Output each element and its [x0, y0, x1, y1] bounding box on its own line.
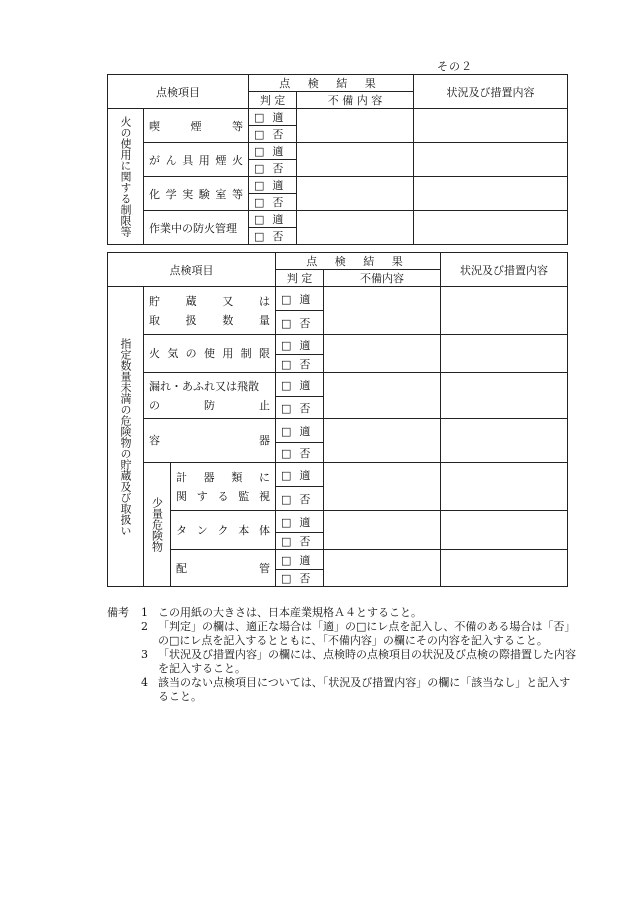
checkbox-icon[interactable]: □ — [281, 316, 292, 330]
judgment-checkbox[interactable] — [276, 419, 324, 443]
checkbox-icon[interactable]: □ — [254, 179, 265, 192]
judgment-checkbox[interactable] — [276, 355, 324, 373]
header-judgment: 判 定 — [276, 270, 324, 287]
checkbox-label: 否 — [299, 401, 311, 415]
item-char: 用 — [222, 347, 234, 360]
header-result: 点 検 結 果 — [276, 253, 441, 270]
checkbox-label: 適 — [272, 111, 284, 124]
item-char: 防 — [204, 398, 215, 412]
item-char: 容 — [149, 434, 160, 447]
status-cell[interactable] — [414, 143, 568, 177]
inspection-item — [144, 419, 276, 463]
item-line — [176, 559, 270, 578]
note-number: 4 — [141, 676, 148, 689]
checkbox-label: 否 — [272, 196, 284, 209]
judgment-checkbox[interactable] — [276, 533, 324, 550]
checkbox-label: 適 — [299, 378, 311, 392]
item-char: 具 — [182, 153, 194, 167]
checkbox-icon[interactable]: □ — [281, 553, 292, 567]
checkbox-label: 否 — [272, 128, 284, 141]
item-char: す — [196, 489, 208, 503]
defect-cell[interactable] — [297, 143, 414, 177]
item-char: 類 — [231, 470, 243, 484]
defect-cell[interactable] — [324, 373, 441, 419]
item-line — [149, 344, 270, 363]
inspection-item — [144, 211, 249, 245]
note-item — [141, 606, 577, 620]
checkbox-icon[interactable]: □ — [254, 196, 265, 209]
checkbox-icon[interactable]: □ — [281, 492, 292, 506]
header-item: 点検項目 — [108, 253, 276, 287]
item-line — [149, 292, 270, 311]
checkbox-label: 否 — [299, 357, 311, 371]
status-cell[interactable] — [414, 177, 568, 211]
checkbox-label: 否 — [299, 316, 311, 330]
judgment-checkbox[interactable] — [276, 335, 324, 355]
item-line — [176, 521, 270, 540]
checkbox-label: 否 — [299, 572, 311, 585]
judgment-checkbox[interactable] — [249, 126, 297, 143]
item-line — [176, 487, 270, 506]
item-char: 体 — [259, 523, 270, 537]
item-char: 計 — [176, 470, 187, 484]
item-char: は — [258, 294, 270, 308]
checkbox-icon[interactable]: □ — [281, 515, 292, 529]
item-char: 又 — [222, 294, 234, 308]
judgment-checkbox[interactable] — [276, 287, 324, 311]
item-char: の — [185, 347, 197, 360]
note-item — [141, 620, 577, 648]
item-char: 関 — [176, 489, 187, 503]
item-char: 喫 — [149, 119, 160, 133]
judgment-checkbox[interactable] — [249, 143, 297, 160]
item-char: 止 — [259, 398, 270, 412]
item-char: ん — [165, 153, 177, 167]
defect-cell[interactable] — [324, 511, 441, 550]
judgment-checkbox[interactable] — [249, 109, 297, 126]
status-cell[interactable] — [441, 463, 568, 511]
item-char: 使 — [203, 347, 215, 360]
checkbox-icon[interactable]: □ — [281, 446, 292, 460]
judgment-checkbox[interactable] — [276, 397, 324, 419]
checkbox-icon[interactable]: □ — [281, 357, 292, 371]
note-number: 3 — [141, 648, 148, 661]
item-line — [176, 468, 270, 487]
inspection-item — [171, 463, 276, 511]
judgment-checkbox[interactable] — [276, 373, 324, 397]
header-defect: 不 備 内 容 — [297, 92, 414, 109]
item-line — [149, 220, 243, 236]
checkbox-icon[interactable]: □ — [254, 162, 265, 175]
item-char: 貯 — [149, 294, 160, 308]
item-char: 蔵 — [185, 294, 197, 308]
judgment-checkbox[interactable] — [249, 194, 297, 211]
header-item: 点検項目 — [108, 75, 249, 109]
page-number: その２ — [437, 60, 473, 73]
checkbox-icon[interactable]: □ — [281, 424, 292, 438]
item-char: タ — [176, 523, 187, 537]
item-char: 制 — [240, 347, 252, 360]
checkbox-label: 否 — [299, 535, 311, 548]
item-char: 漏れ・あふれ又は飛散 — [149, 379, 259, 393]
checkbox-label: 適 — [299, 424, 311, 438]
judgment-checkbox[interactable] — [276, 487, 324, 511]
group-label-cell — [108, 287, 144, 587]
item-char: の — [149, 398, 160, 412]
checkbox-icon[interactable]: □ — [281, 378, 292, 392]
item-char: 作業中の防火管理 — [149, 221, 237, 235]
checkbox-icon[interactable]: □ — [281, 572, 292, 585]
status-cell[interactable] — [441, 373, 568, 419]
header-status: 状況及び措置内容 — [441, 253, 568, 287]
item-char: 監 — [238, 489, 250, 503]
item-char: 煙 — [190, 119, 202, 133]
judgment-checkbox[interactable] — [276, 311, 324, 335]
inspection-table-hazardous-materials — [107, 252, 568, 587]
header-result: 点 検 結 果 — [249, 75, 414, 92]
item-char: 実 — [182, 187, 194, 201]
checkbox-label: 適 — [299, 553, 311, 567]
defect-cell[interactable] — [297, 211, 414, 245]
judgment-checkbox[interactable] — [276, 550, 324, 570]
note-item — [141, 676, 577, 704]
checkbox-label: 否 — [272, 230, 284, 243]
item-line — [149, 311, 270, 330]
inspection-item — [144, 287, 276, 335]
note-text: この用紙の大きさは、日本産業規格Ａ４とすること。 — [158, 606, 422, 619]
status-cell[interactable] — [414, 211, 568, 245]
item-char: 管 — [259, 561, 270, 575]
item-char: に — [258, 470, 270, 484]
status-cell[interactable] — [414, 109, 568, 143]
checkbox-label: 否 — [299, 446, 311, 460]
item-line — [149, 396, 270, 415]
item-char: 等 — [232, 119, 243, 133]
inspection-item — [171, 550, 276, 587]
item-char: 視 — [259, 489, 270, 503]
defect-cell[interactable] — [324, 335, 441, 373]
note-text: 「判定」の欄は、適正な場合は「適」の□にレ点を記入し、不備のある場合は「否」の□にレ点を記入するとともに、「不備内容」の欄にその内容を記入すること。 — [158, 620, 576, 647]
item-char: 配 — [176, 561, 187, 575]
item-char: 験 — [198, 187, 210, 201]
judgment-checkbox[interactable] — [276, 463, 324, 487]
item-line — [149, 186, 243, 202]
item-char: 等 — [231, 187, 243, 201]
item-char: 取 — [149, 313, 160, 327]
item-char: 器 — [203, 470, 215, 484]
inspection-table-fire-use — [107, 74, 568, 245]
checkbox-icon[interactable]: □ — [281, 468, 292, 482]
item-char: 数 — [222, 313, 234, 327]
checkbox-label: 適 — [299, 468, 311, 482]
status-cell[interactable] — [441, 335, 568, 373]
inspection-item — [171, 511, 276, 550]
header-defect: 不備内容 — [324, 270, 441, 287]
defect-cell[interactable] — [297, 177, 414, 211]
defect-cell[interactable] — [324, 550, 441, 587]
note-text: 該当のない点検項目については、「状況及び措置内容」の欄に「該当なし」と記入すること。 — [158, 676, 571, 703]
item-char: 煙 — [215, 153, 227, 167]
note-number: 1 — [141, 606, 148, 619]
item-line — [149, 431, 270, 450]
judgment-checkbox[interactable] — [249, 177, 297, 194]
note-text: 「状況及び措置内容」の欄には、点検時の点検項目の状況及び点検の際措置した内容を記入すること。 — [158, 648, 576, 675]
notes-label: 備考 — [107, 606, 129, 619]
item-char: 気 — [167, 347, 179, 360]
checkbox-label: 適 — [299, 292, 311, 306]
checkbox-label: 否 — [272, 162, 284, 175]
item-char: 用 — [198, 153, 210, 167]
checkbox-icon[interactable]: □ — [281, 535, 292, 548]
judgment-checkbox[interactable] — [249, 160, 297, 177]
item-char: 学 — [165, 187, 177, 201]
inspection-item — [144, 177, 249, 211]
inspection-item — [144, 143, 249, 177]
checkbox-label: 適 — [272, 145, 284, 158]
defect-cell[interactable] — [324, 287, 441, 335]
group-label: 指定数量未満の危険物の貯蔵及び取扱い — [119, 337, 132, 536]
judgment-checkbox[interactable] — [249, 211, 297, 228]
defect-cell[interactable] — [324, 463, 441, 511]
note-item — [141, 648, 577, 676]
judgment-checkbox[interactable] — [276, 443, 324, 463]
status-cell[interactable] — [441, 287, 568, 335]
checkbox-label: 適 — [272, 179, 284, 192]
inspection-item — [144, 373, 276, 419]
note-number: 2 — [141, 620, 148, 633]
item-char: 室 — [215, 187, 227, 201]
inspection-item — [144, 109, 249, 143]
checkbox-icon[interactable]: □ — [281, 292, 292, 306]
status-cell[interactable] — [441, 419, 568, 463]
judgment-checkbox[interactable] — [249, 228, 297, 245]
item-char: が — [149, 153, 160, 167]
checkbox-label: 適 — [272, 213, 284, 226]
item-char: ン — [196, 523, 208, 537]
item-line — [149, 118, 243, 134]
checkbox-icon[interactable]: □ — [281, 338, 292, 352]
checkbox-label: 否 — [299, 492, 311, 506]
checkbox-label: 適 — [299, 338, 311, 352]
item-char: ク — [217, 523, 229, 537]
item-char: 本 — [238, 523, 250, 537]
sub-group-label: 少量危険物 — [150, 497, 164, 552]
judgment-checkbox[interactable] — [276, 570, 324, 587]
item-char: 限 — [258, 347, 270, 360]
item-char: 化 — [149, 187, 160, 201]
checkbox-icon[interactable]: □ — [281, 401, 292, 415]
header-status: 状況及び措置内容 — [414, 75, 568, 109]
checkbox-icon[interactable]: □ — [254, 111, 265, 124]
item-line — [149, 377, 270, 396]
status-cell[interactable] — [441, 550, 568, 587]
item-char: る — [217, 489, 229, 503]
inspection-item — [144, 335, 276, 373]
item-char: 火 — [149, 347, 160, 360]
sub-group-label-cell — [144, 463, 171, 587]
defect-cell[interactable] — [297, 109, 414, 143]
judgment-checkbox[interactable] — [276, 511, 324, 533]
group-label-cell — [108, 109, 144, 245]
status-cell[interactable] — [441, 511, 568, 550]
item-line — [149, 152, 243, 168]
group-label: 火の使用に関する制限等 — [119, 116, 132, 237]
checkbox-label: 適 — [299, 515, 311, 529]
item-char: 火 — [231, 153, 243, 167]
item-char: 器 — [259, 434, 270, 447]
checkbox-icon[interactable]: □ — [254, 213, 265, 226]
header-judgment: 判 定 — [249, 92, 297, 109]
checkbox-icon[interactable]: □ — [254, 145, 265, 158]
checkbox-icon[interactable]: □ — [254, 128, 265, 141]
checkbox-icon[interactable]: □ — [254, 230, 265, 243]
item-char: 扱 — [185, 313, 197, 327]
item-char: 量 — [258, 313, 270, 327]
defect-cell[interactable] — [324, 419, 441, 463]
notes — [107, 606, 577, 704]
